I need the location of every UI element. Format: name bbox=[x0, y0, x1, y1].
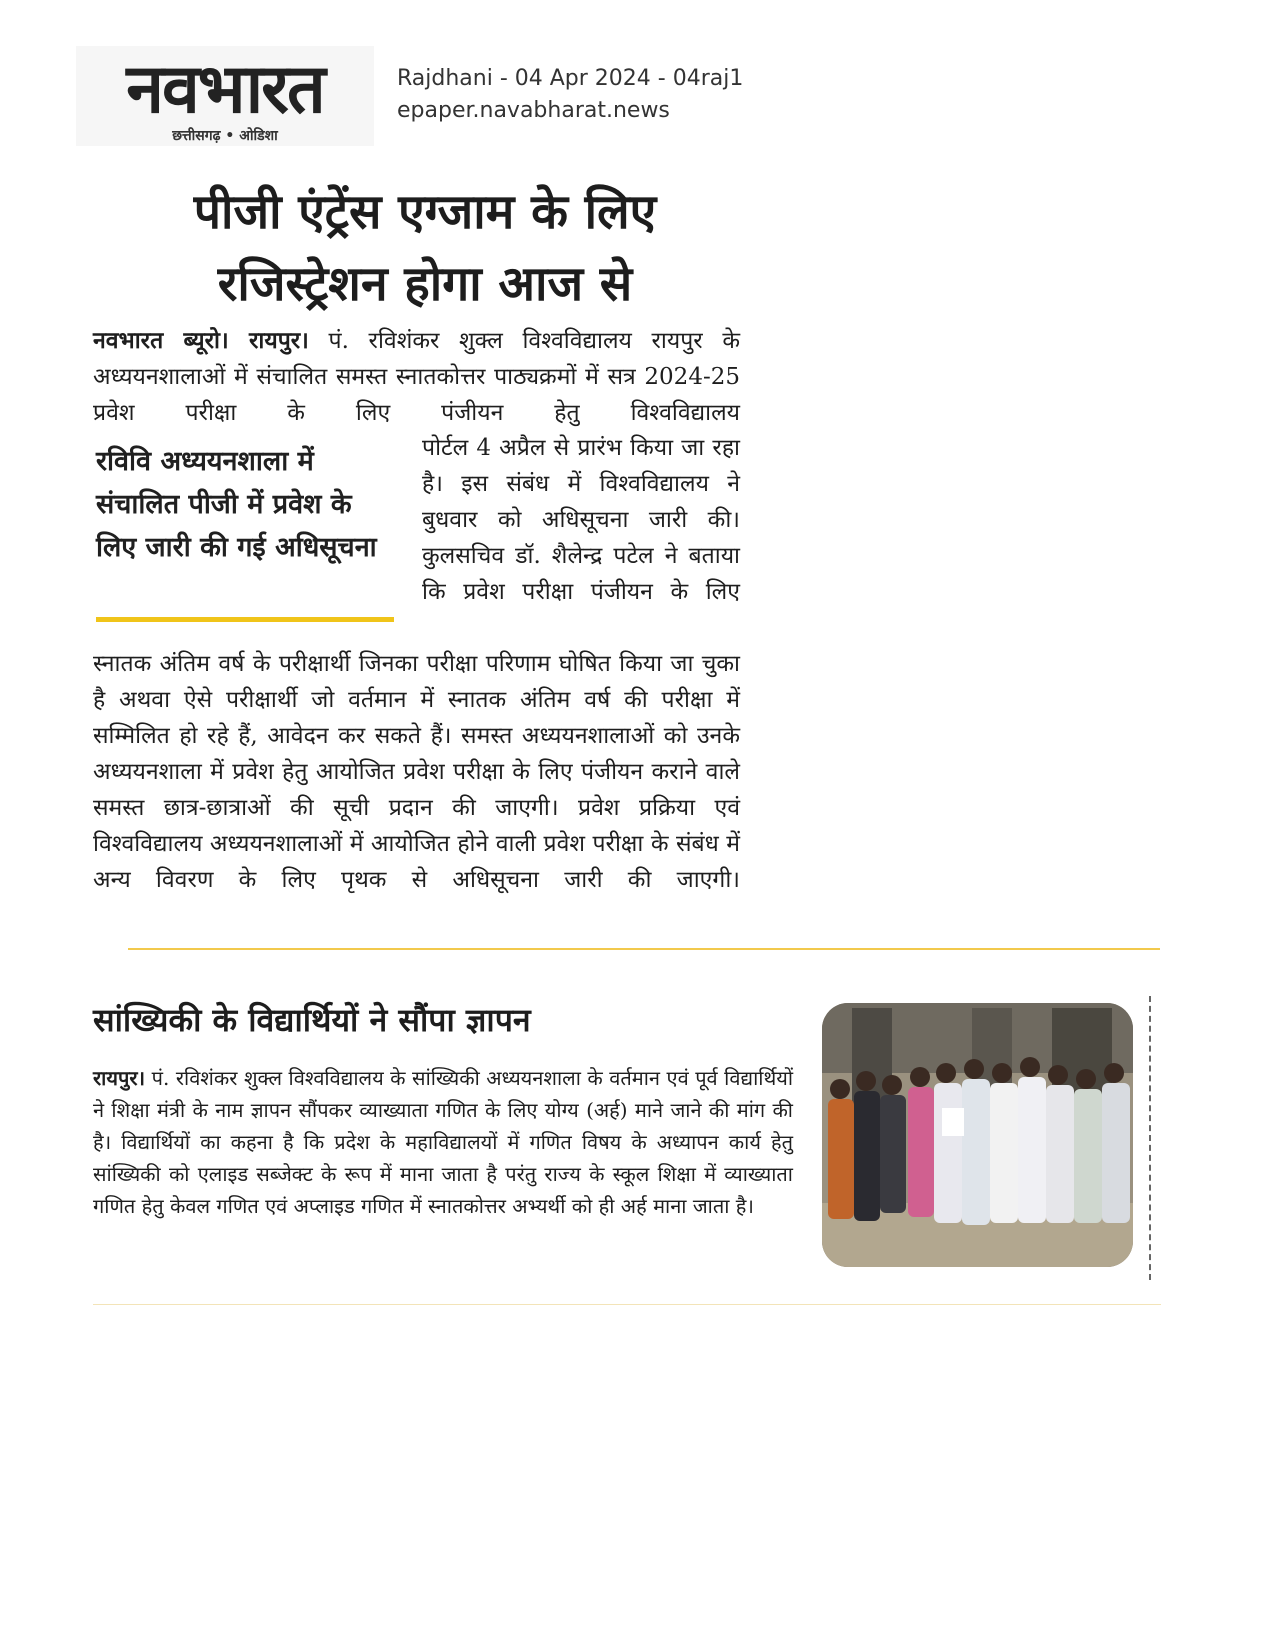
section-divider bbox=[128, 948, 1160, 950]
column-rule bbox=[1149, 996, 1151, 1280]
group-photo bbox=[822, 1003, 1133, 1267]
lead-text: पं. रविशंकर शुक्ल विश्वविद्यालय रायपुर के अध्ययनशालाओं में संचालित समस्त स्नातकोत्तर पाठ्यक्रमों में सत्र 2024-25 प्रवेश परीक्षा के लिए पंजीयन हेतु विश्वविद्यालय bbox=[93, 328, 740, 426]
side-column-text: पोर्टल 4 अप्रैल से प्रारंभ किया जा रहा है। इस संबंध में विश्वविद्यालय ने बुधवार को अधिसूचना जारी की। कुलसचिव डॉ. शैलेन्द्र पटेल ने बताया कि प्रवेश परीक्षा पंजीयन के लिए bbox=[422, 435, 740, 605]
article2-byline: रायपुर। bbox=[93, 1066, 146, 1090]
article2-text: पं. रविशंकर शुक्ल विश्वविद्यालय के सांख्यिकी अध्ययनशाला के वर्तमान एवं पूर्व विद्यार्थियों ने शिक्षा मंत्री के नाम ज्ञापन सौंपकर व्याख्याता गणित के लिए योग्य (अर्ह) माने जाने की मांग की है। विद्यार्थियों का कहना है कि प्रदेश के महाविद्यालयों में गणित विषय के अध्यापन कार्य हेतु सांख्यिकी को एलाइड सब्जेक्ट के रूप में माना जाता है परंतु राज्य के स्कूल शिक्षा में व्याख्याता गणित हेतु केवल गणित एवं अप्लाइड गणित में स्नातकोत्तर अभ्यर्थी को ही अर्ह माना जाता है। bbox=[93, 1066, 794, 1218]
logo-wordmark: नवभारत bbox=[126, 50, 324, 129]
lead-paragraph bbox=[93, 323, 740, 431]
article2-headline: सांख्यिकी के विद्यार्थियों ने सौंपा ज्ञापन bbox=[93, 1001, 531, 1039]
byline: नवभारत ब्यूरो। रायपुर। bbox=[93, 328, 309, 354]
article2-body bbox=[93, 1062, 793, 1222]
body-paragraph: स्नातक अंतिम वर्ष के परीक्षार्थी जिनका परीक्षा परिणाम घोषित किया जा चुका है अथवा ऐसे परीक्षार्थी जो वर्तमान में स्नातक अंतिम वर्ष की परीक्षा में सम्मिलित हो रहे हैं, आवेदन कर सकते हैं। समस्त अध्ययनशालाओं को उनके अध्ययनशाला में प्रवेश हेतु आयोजित प्रवेश परीक्षा के लिए पंजीयन कराने वाले समस्त छात्र-छात्राओं की सूची प्रदान की जाएगी। प्रवेश प्रक्रिया एवं विश्वविद्यालय अध्ययनशालाओं में आयोजित होने वाली प्रवेश परीक्षा के संबंध में अन्य विवरण के लिए पृथक से अधिसूचना जारी की जाएगी। bbox=[93, 651, 740, 893]
masthead-logo bbox=[76, 46, 374, 146]
group-photo-illustration bbox=[822, 1003, 1133, 1267]
pull-quote: रविवि अध्ययनशाला में संचालित पीजी में प्रवेश के लिए जारी की गई अधिसूचना bbox=[96, 446, 377, 563]
pull-quote-rule bbox=[96, 617, 394, 622]
edition-line: Rajdhani - 04 Apr 2024 - 04raj1 bbox=[397, 66, 744, 91]
headline-line-1: पीजी एंट्रेंस एग्जाम के लिए bbox=[193, 184, 657, 240]
headline-line-2: रजिस्ट्रेशन होगा आज से bbox=[217, 256, 633, 312]
logo-subtitle: छत्तीसगढ़ • ओडिशा bbox=[172, 128, 278, 144]
bottom-divider bbox=[93, 1304, 1161, 1305]
source-url: epaper.navabharat.news bbox=[397, 98, 670, 123]
